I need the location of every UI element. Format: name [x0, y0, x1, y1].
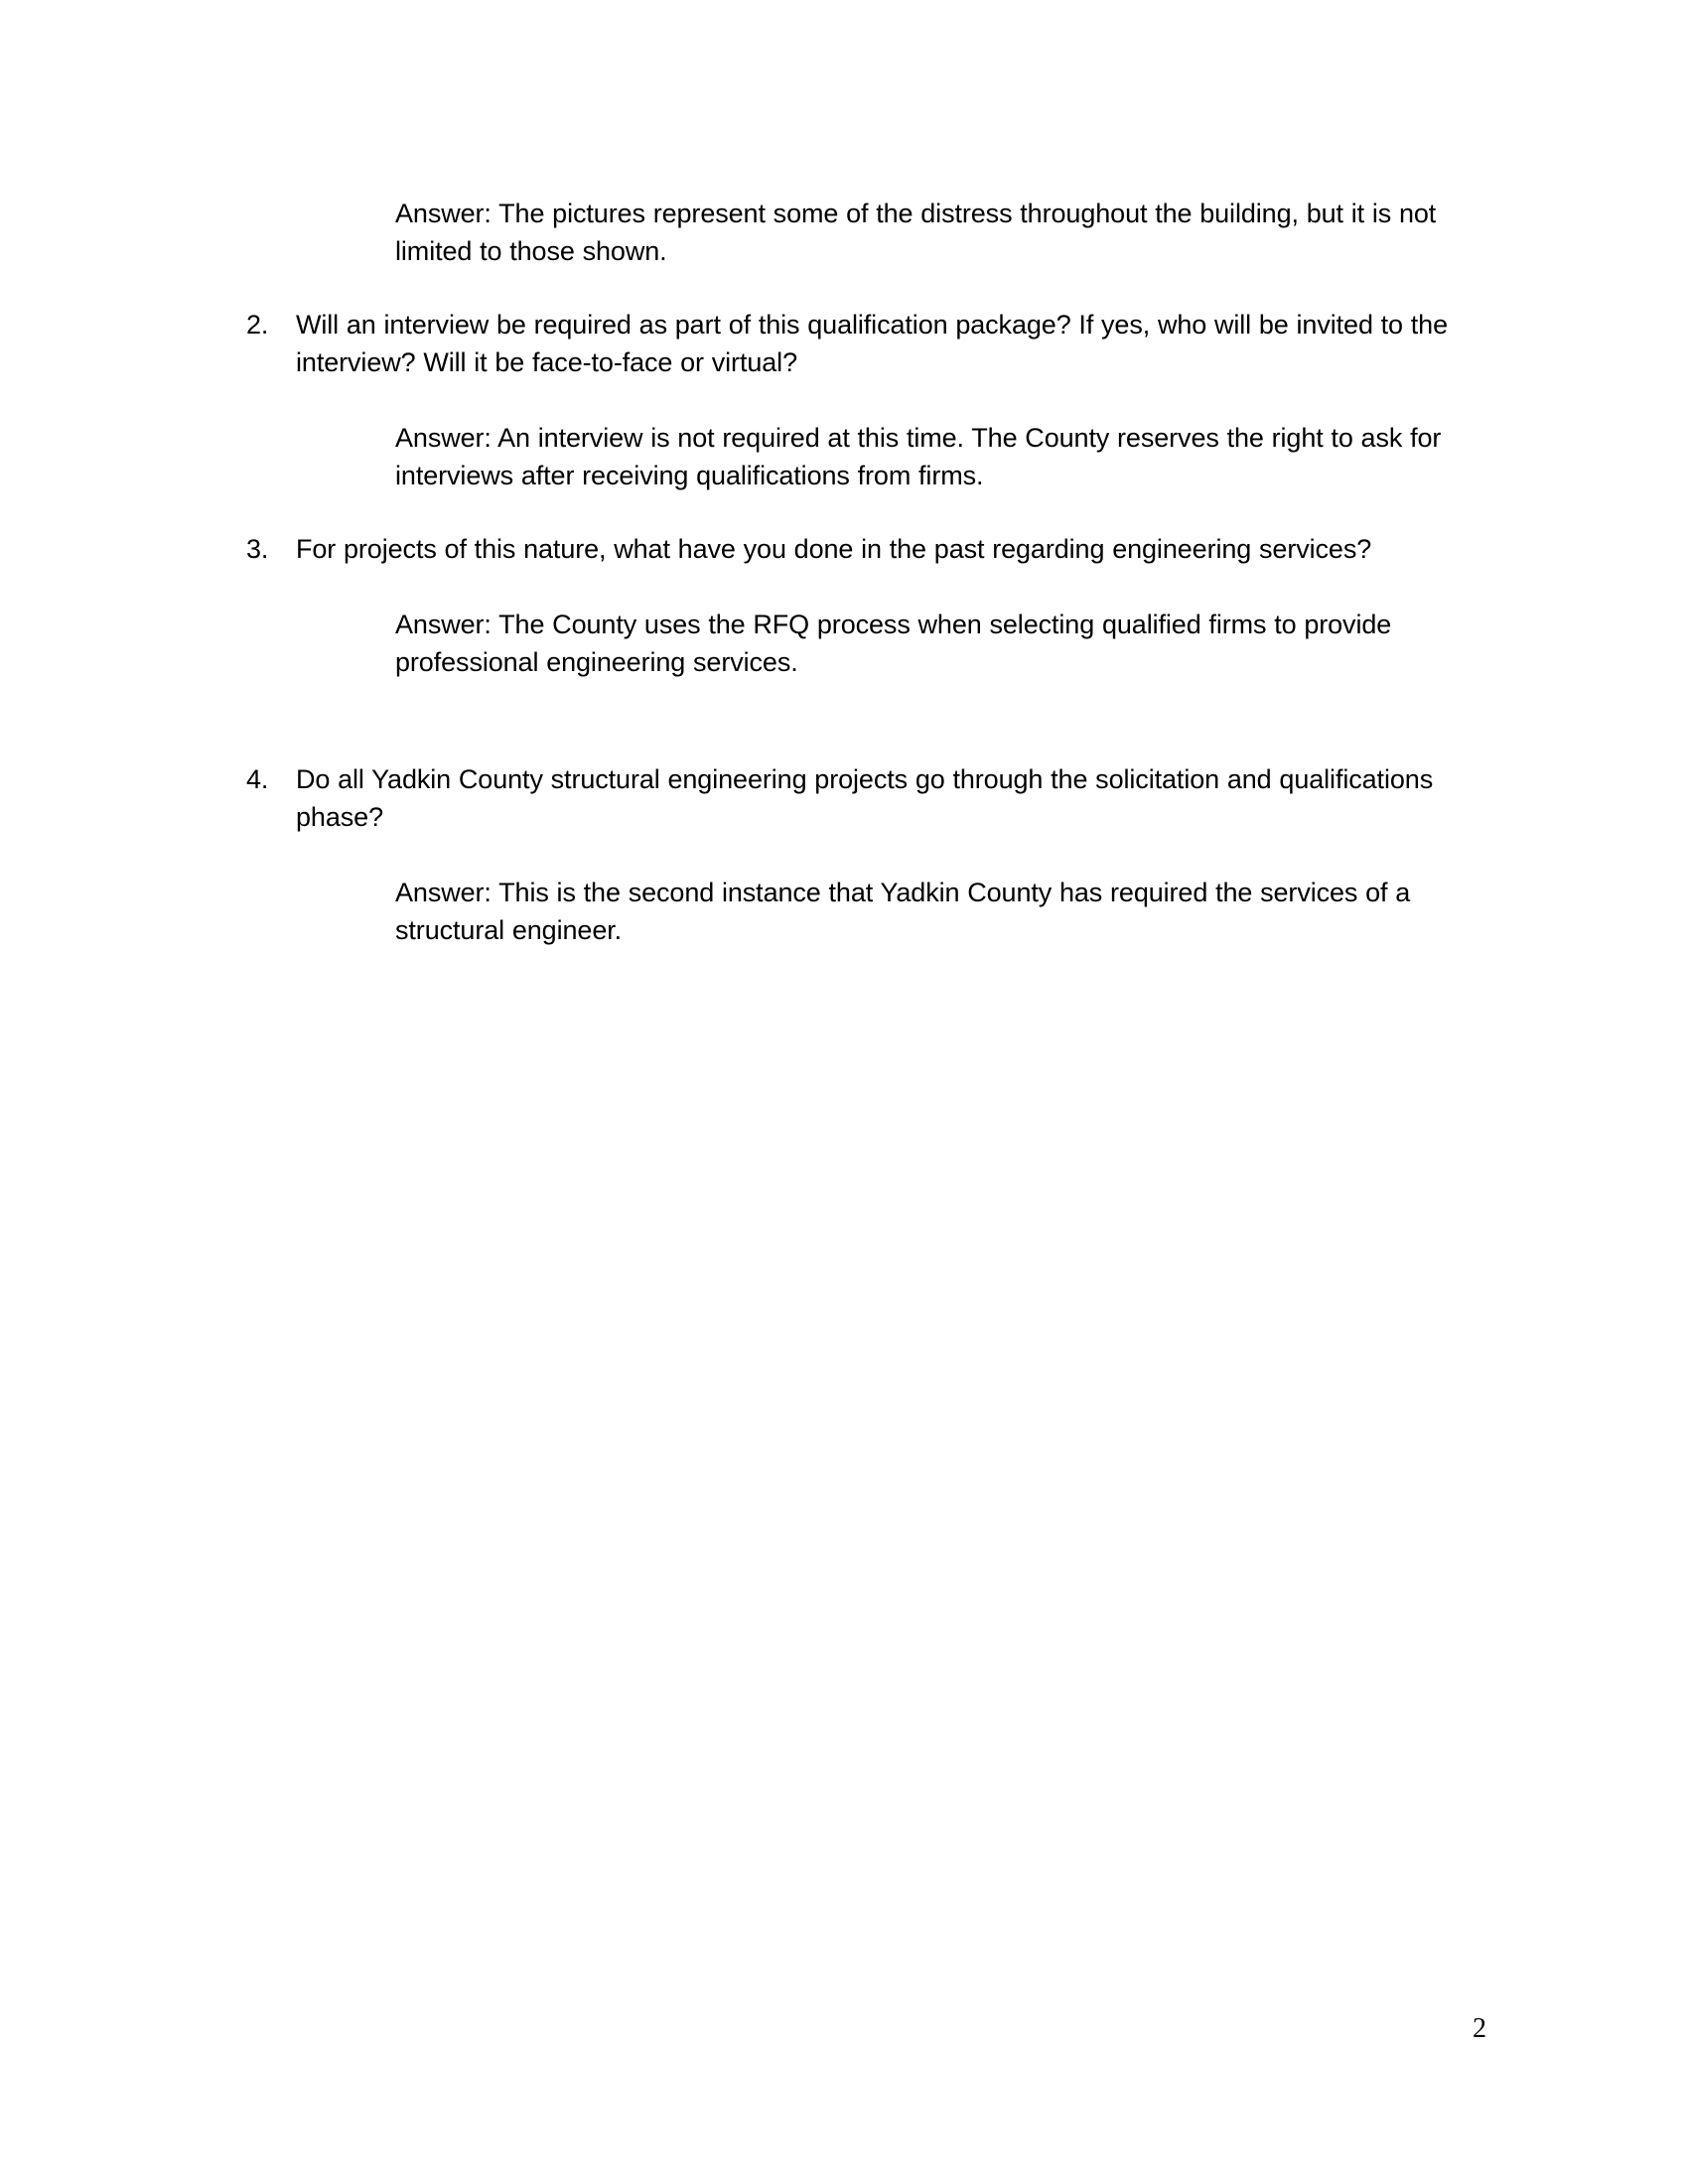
lead-answer-paragraph: Answer: The pictures represent some of the distress throughout the building, but it is not limited to those shown. — [395, 199, 1437, 266]
qa-item-3 — [246, 530, 1482, 568]
list-number-3: 3. — [246, 534, 269, 564]
list-number-2: 2. — [246, 310, 269, 340]
qa-item-2 — [246, 306, 1482, 381]
list-number-4: 4. — [246, 764, 269, 794]
question-text-4: Do all Yadkin County structural engineering projects go through the solicitation and qualifications phase? — [296, 764, 1434, 832]
answer-paragraph-3: Answer: The County uses the RFQ process when selecting qualified firms to provide professional engineering services. — [395, 610, 1392, 677]
qa-item-4 — [246, 760, 1482, 836]
document-body — [246, 195, 1482, 976]
answer-paragraph-2: Answer: An interview is not required at this time. The County reserves the right to ask for interviews after receiving qualifications from firms. — [395, 423, 1442, 490]
page-number: 2 — [1473, 2013, 1486, 2044]
question-text-2: Will an interview be required as part of this qualification package? If yes, who will be invited to the interview? Will it be face-to-face or virtual? — [296, 310, 1449, 377]
answer-paragraph-4: Answer: This is the second instance that Yadkin County has required the services of a structural engineer. — [395, 878, 1411, 945]
question-text-3: For projects of this nature, what have you done in the past regarding engineering services? — [296, 534, 1372, 564]
